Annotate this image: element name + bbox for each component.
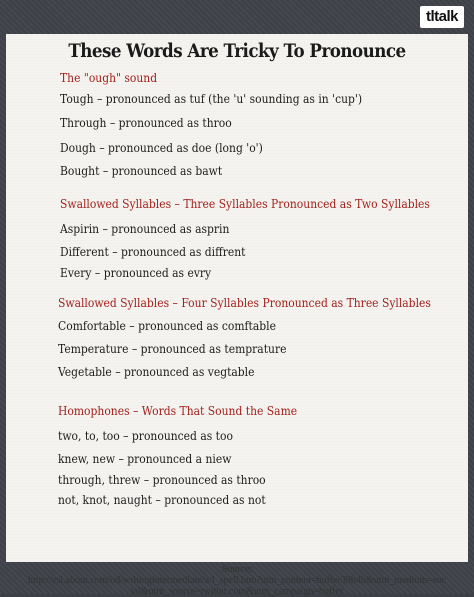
- section-heading: Swallowed Syllables – Four Syllables Pronounced as Three Syllables: [58, 295, 431, 310]
- section-heading: Homophones – Words That Sound the Same: [58, 403, 298, 418]
- list-item: Every – pronounced as evry: [60, 265, 212, 280]
- list-item: Through – pronounced as throo: [60, 115, 232, 130]
- content-card: [6, 34, 468, 597]
- list-item: knew, new – pronounced a niew: [58, 451, 232, 466]
- list-item: Different – pronounced as diffrent: [60, 244, 246, 259]
- source-label: Source:: [221, 564, 253, 575]
- brand-logo[interactable]: tltalk: [420, 6, 464, 28]
- list-item: Vegetable – pronounced as vegtable: [58, 364, 255, 379]
- list-item: Dough – pronounced as doe (long 'o'): [60, 140, 263, 155]
- source-citation: [6, 564, 468, 597]
- list-item: Bought – pronounced as bawt: [60, 163, 223, 178]
- list-item: not, knot, naught – pronounced as not: [58, 492, 266, 507]
- list-item: Comfortable – pronounced as comftable: [58, 318, 276, 333]
- source-url-line-1[interactable]: http://esl.about.com/od/writingintermediate/a/l_spell.htm?utm_content=buffer39b4b&utm_medium=soc: [28, 575, 446, 586]
- list-item: Tough – pronounced as tuf (the 'u' sounding as in 'cup'): [60, 91, 363, 106]
- list-item: two, to, too – pronounced as too: [58, 428, 233, 443]
- list-item: through, threw – pronounced as throo: [58, 472, 266, 487]
- list-item: Aspirin – pronounced as asprin: [60, 221, 230, 236]
- section-heading: Swallowed Syllables – Three Syllables Pronounced as Two Syllables: [60, 196, 430, 211]
- section-heading: The "ough" sound: [60, 70, 158, 85]
- list-item: Temperature – pronounced as temprature: [58, 341, 287, 356]
- page-title: These Words Are Tricky To Pronounce: [68, 40, 406, 62]
- source-url-line-2[interactable]: ial&utm_source=twitter.com&utm_campaign=buffer: [130, 586, 344, 597]
